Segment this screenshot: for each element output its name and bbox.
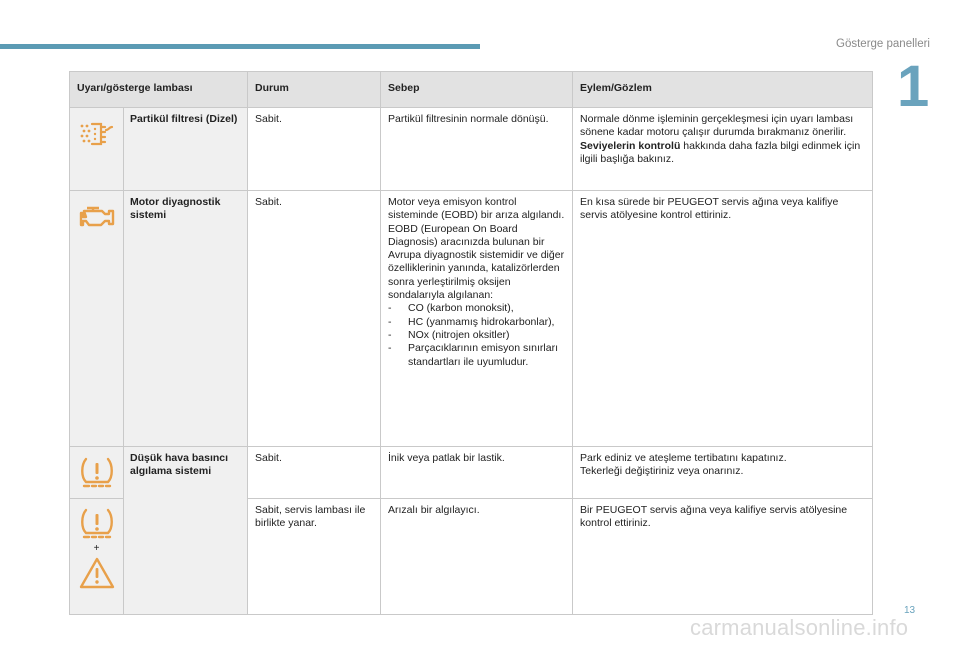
status-cell: Sabit. [248,191,381,447]
icon-cell [70,499,124,615]
icon-cell [70,191,124,447]
lamp-name: Düşük hava basıncı algılama sistemi [124,447,248,615]
cause-cell [381,191,573,447]
cause-cell: Partikül filtresinin normale dönüşü. [381,108,573,191]
lamp-name: Partikül filtresi (Dizel) [124,108,248,191]
list-item: - HC (yanmamış hidrokarbonlar), [388,316,565,329]
list-item: - NOx (nitrojen oksitler) [388,329,565,342]
chapter-number: 1 [897,54,930,119]
table-header-row [70,72,873,108]
warning-triangle-icon [79,557,115,589]
engine-check-icon [78,202,116,230]
table-row-engine-diagnostic [70,191,873,447]
status-cell: Sabit, servis lambası ile birlikte yanar. [248,499,381,615]
action-text: Normale dönme işleminin gerçekleşmesi için uyarı lambası sönene kadar motoru çalışır durumda bırakmanız önerilir. [580,113,854,139]
icon-cell [70,447,124,499]
tyre-pressure-icon [79,506,115,540]
top-accent-bar [0,44,480,49]
lamp-name: Motor diyagnostik sistemi [124,191,248,447]
list-item: - CO (karbon monoksit), [388,302,565,315]
action-cell: Park ediniz ve ateşleme tertibatını kapatınız. Tekerleği değiştiriniz veya onarınız. [573,447,873,499]
cause-cell: İnik veya patlak bir lastik. [381,447,573,499]
warning-lamps-table [69,71,873,615]
action-cell: En kısa sürede bir PEUGEOT servis ağına veya kalifiye servis atölyesine kontrol ettiriniz. [573,191,873,447]
status-cell: Sabit. [248,108,381,191]
status-cell: Sabit. [248,447,381,499]
column-header-status: Durum [248,72,381,108]
action-cell [573,108,873,191]
section-title: Gösterge panelleri [836,38,930,50]
icon-cell [70,108,124,191]
list-item: - Parçacıklarının emisyon sınırları standartları ile uyumludur. [388,342,565,369]
action-cell: Bir PEUGEOT servis ağına veya kalifiye servis atölyesine kontrol ettiriniz. [573,499,873,615]
cause-cell: Arızalı bir algılayıcı. [381,499,573,615]
cause-text: Motor veya emisyon kontrol sisteminde (EOBD) bir arıza algılandı. EOBD (European On Board Diagnosis) aracınızda bulunan bir Avrupa diyagnostik sistemidir ve diğer özelliklerinin yanında, katalizörlerden sonra yerleştirilmiş oksijen sondalarıyla algılanan: [388,196,565,302]
watermark: carmanualsonline.info [690,615,909,640]
tyre-pressure-icon [79,455,115,489]
page-number: 13 [904,605,916,616]
emission-list [388,302,565,368]
action-text-cont: hakkında daha fazla bilgi edinmek için ilgili başlığa bakınız. [580,139,861,165]
action-bold-text: Seviyelerin kontrolü [580,139,681,152]
column-header-action: Eylem/Gözlem [573,72,873,108]
table-row-tyre-pressure [70,447,873,499]
table-row-particle-filter [70,108,873,191]
particle-filter-icon [79,119,115,149]
plus-sign: + [93,543,100,554]
column-header-lamp: Uyarı/gösterge lambası [70,72,248,108]
column-header-cause: Sebep [381,72,573,108]
